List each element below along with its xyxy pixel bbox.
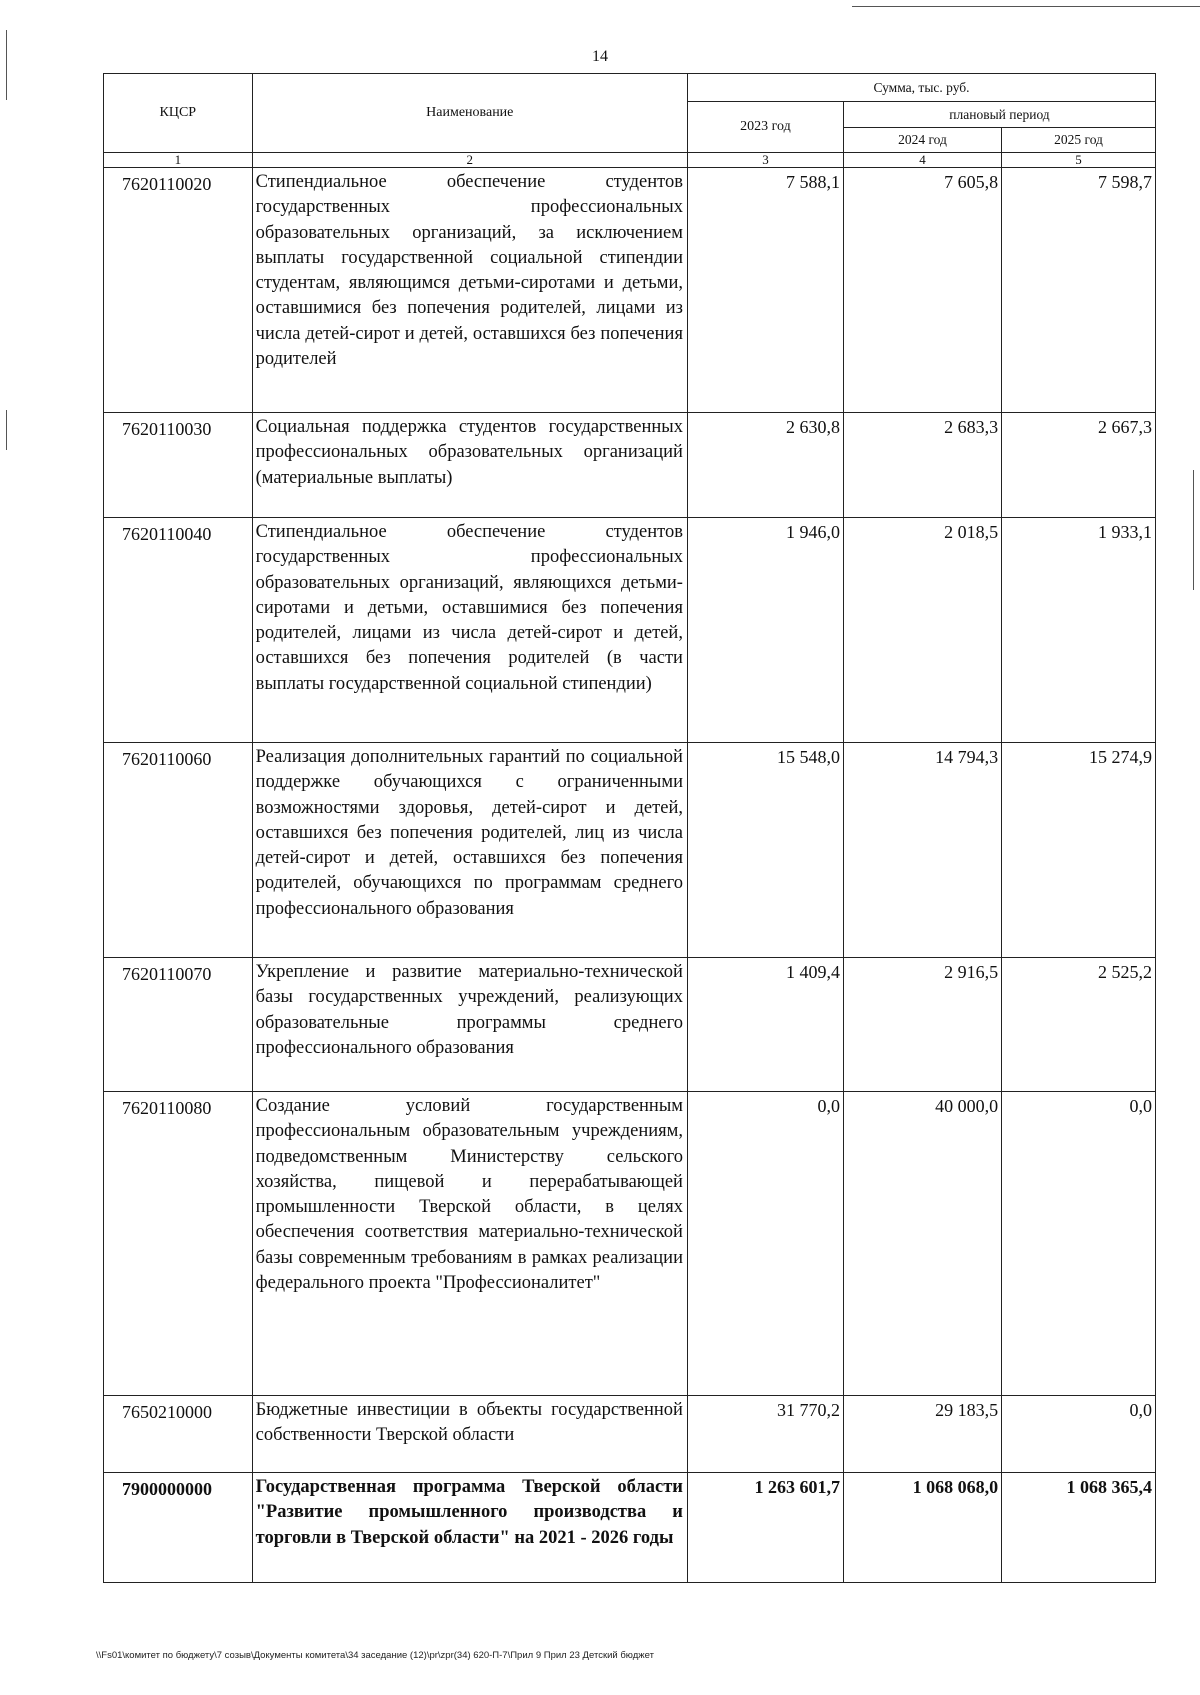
index-cell: 1 — [104, 153, 253, 168]
row-value-2023: 1 946,0 — [687, 518, 843, 743]
row-value-2025: 0,0 — [1002, 1396, 1156, 1473]
row-value-2023: 2 630,8 — [687, 413, 843, 518]
row-name: Создание условий государственным профессиональным образовательным учреждениям, подведомственным Министерству сельского хозяйства, пищевой и перерабатывающей промышленности Тверской области, в целях обеспечения соответствия материально-технической базы современным требованиям в рамках реализации федерального проекта "Профессионалитет" — [252, 1092, 687, 1396]
row-value-2024: 2 683,3 — [843, 413, 1001, 518]
row-value-2023: 1 409,4 — [687, 958, 843, 1092]
row-value-2025: 1 068 365,4 — [1002, 1473, 1156, 1583]
row-code: 7650210000 — [104, 1396, 253, 1473]
row-value-2024: 29 183,5 — [843, 1396, 1001, 1473]
row-value-2023: 31 770,2 — [687, 1396, 843, 1473]
row-value-2025: 1 933,1 — [1002, 518, 1156, 743]
table-row-total — [104, 1473, 1156, 1583]
row-name: Укрепление и развитие материально-технической базы государственных учреждений, реализующих образовательные программы среднего профессионального образования — [252, 958, 687, 1092]
table-row — [104, 168, 1156, 413]
row-name: Стипендиальное обеспечение студентов государственных профессиональных образовательных организаций, за исключением выплаты государственной социальной стипендии студентам, являющимся детьми-сиротами и детьми, оставшимися без попечения родителей, лицами из числа детей-сирот и детей, оставшихся без попечения родителей — [252, 168, 687, 413]
row-name: Стипендиальное обеспечение студентов государственных профессиональных образовательных организаций, являющихся детьми-сиротами и детьми, оставшимися без попечения родителей, лицами из числа детей-сирот и детей, оставшихся без попечения родителей (в части выплаты государственной социальной стипендии) — [252, 518, 687, 743]
scan-artifact-line — [1193, 470, 1194, 590]
footer-file-path: \\Fs01\комитет по бюджету\7 созыв\Документы комитета\34 заседание (12)\pr\zpr(34) 620-П-7\Прил 9 Прил 23 Детский бюджет — [96, 1650, 654, 1661]
header-2023: 2023 год — [687, 102, 843, 153]
index-cell: 5 — [1002, 153, 1156, 168]
row-value-2025: 2 667,3 — [1002, 413, 1156, 518]
row-value-2024: 2 018,5 — [843, 518, 1001, 743]
table-row — [104, 413, 1156, 518]
row-value-2025: 15 274,9 — [1002, 743, 1156, 958]
row-code: 7620110040 — [104, 518, 253, 743]
row-value-2024: 2 916,5 — [843, 958, 1001, 1092]
table-row — [104, 1396, 1156, 1473]
index-cell: 2 — [252, 153, 687, 168]
row-name: Бюджетные инвестиции в объекты государственной собственности Тверской области — [252, 1396, 687, 1473]
header-2024: 2024 год — [843, 128, 1001, 153]
row-value-2025: 0,0 — [1002, 1092, 1156, 1396]
row-name: Социальная поддержка студентов государственных профессиональных образовательных организаций (материальные выплаты) — [252, 413, 687, 518]
row-value-2023: 0,0 — [687, 1092, 843, 1396]
header-plan-period: плановый период — [843, 102, 1155, 128]
table-row — [104, 1092, 1156, 1396]
table-row — [104, 518, 1156, 743]
row-value-2025: 7 598,7 — [1002, 168, 1156, 413]
table-row — [104, 958, 1156, 1092]
row-code: 7620110020 — [104, 168, 253, 413]
row-value-2024: 14 794,3 — [843, 743, 1001, 958]
row-name: Государственная программа Тверской области "Развитие промышленного производства и торговли в Тверской области" на 2021 - 2026 годы — [252, 1473, 687, 1583]
scan-artifact-line — [852, 6, 1200, 7]
index-cell: 3 — [687, 153, 843, 168]
index-row — [104, 153, 1156, 168]
row-value-2023: 7 588,1 — [687, 168, 843, 413]
header-2025: 2025 год — [1002, 128, 1156, 153]
header-name: Наименование — [252, 74, 687, 153]
index-cell: 4 — [843, 153, 1001, 168]
row-value-2024: 7 605,8 — [843, 168, 1001, 413]
row-code: 7620110070 — [104, 958, 253, 1092]
page-number: 14 — [592, 48, 608, 65]
budget-table — [103, 73, 1156, 1583]
row-value-2023: 1 263 601,7 — [687, 1473, 843, 1583]
row-value-2024: 40 000,0 — [843, 1092, 1001, 1396]
row-value-2023: 15 548,0 — [687, 743, 843, 958]
scan-artifact-line — [6, 410, 7, 450]
row-name: Реализация дополнительных гарантий по социальной поддержке обучающихся с ограниченными возможностями здоровья, детей-сирот и детей, оставшихся без попечения родителей, лиц из числа детей-сирот и детей, оставшихся без попечения родителей, обучающихся по программам среднего профессионального образования — [252, 743, 687, 958]
table-row — [104, 743, 1156, 958]
row-code: 7620110030 — [104, 413, 253, 518]
row-code: 7900000000 — [104, 1473, 253, 1583]
row-code: 7620110080 — [104, 1092, 253, 1396]
row-value-2025: 2 525,2 — [1002, 958, 1156, 1092]
row-code: 7620110060 — [104, 743, 253, 958]
header-sum: Сумма, тыс. руб. — [687, 74, 1155, 102]
row-value-2024: 1 068 068,0 — [843, 1473, 1001, 1583]
header-code: КЦСР — [104, 74, 253, 153]
